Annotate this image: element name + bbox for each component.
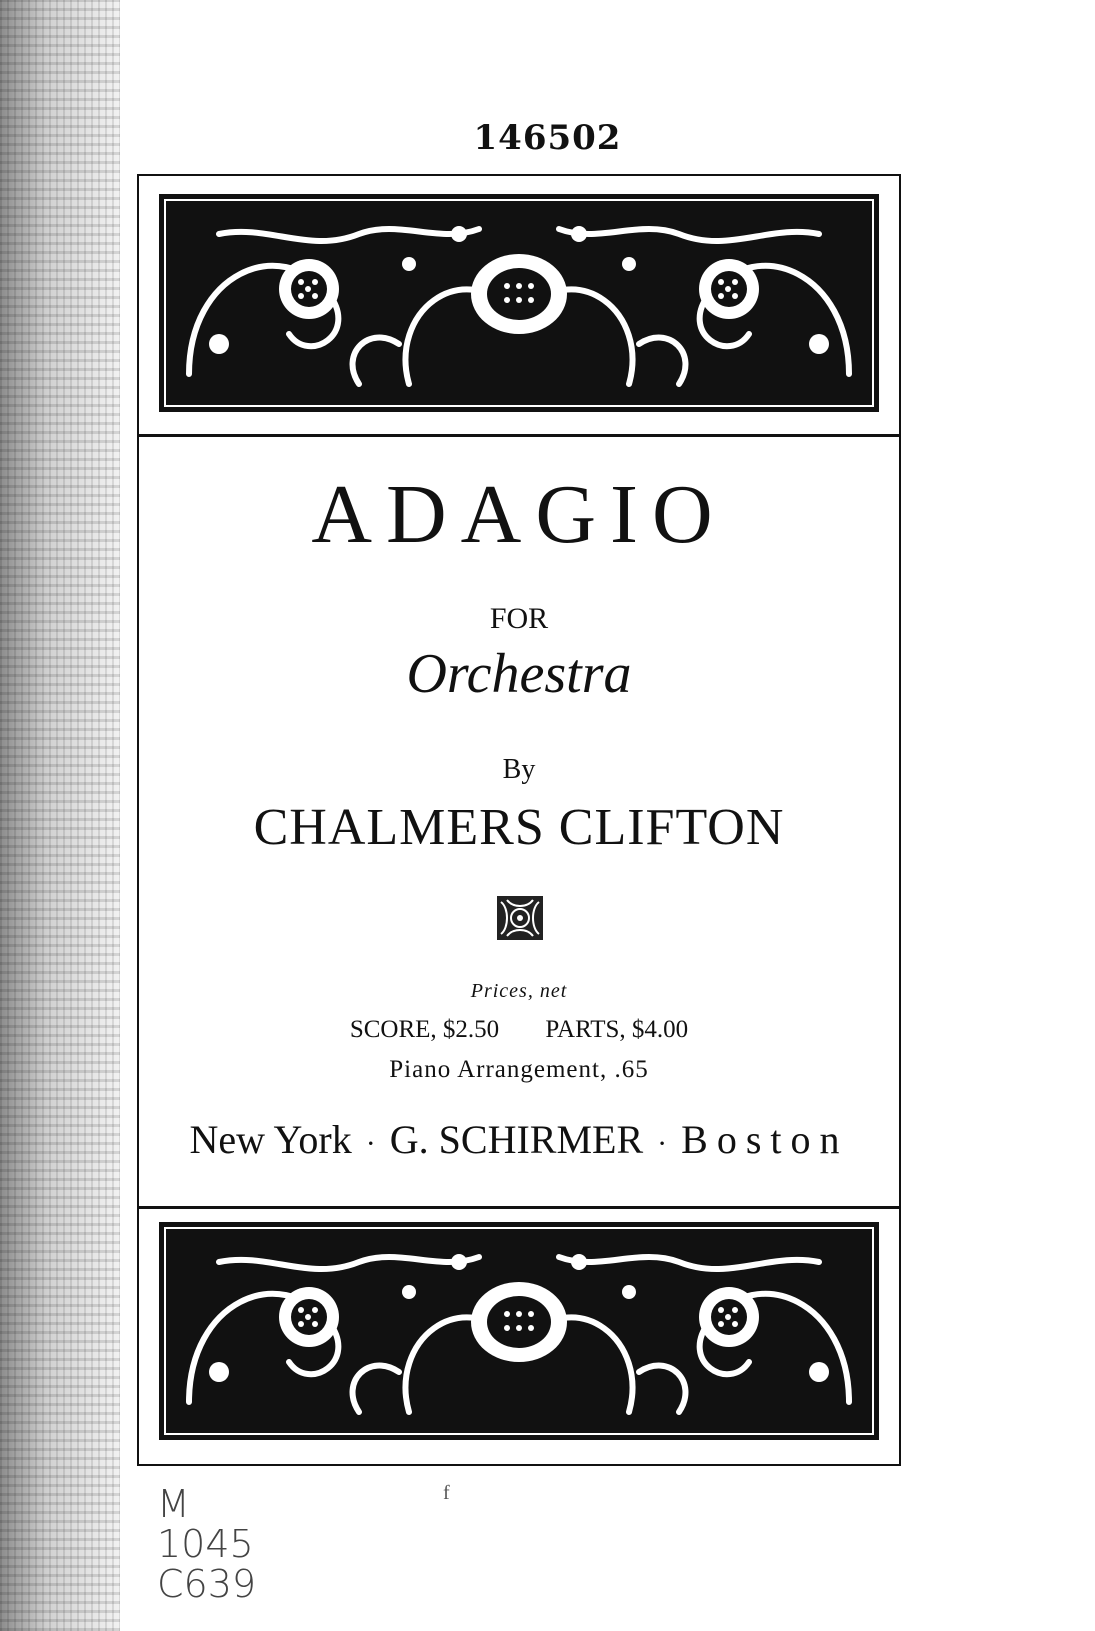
prices-row [139,1016,899,1044]
divider-rule-top [139,434,899,437]
instrumentation: Orchestra [406,643,632,705]
composer-name: CHALMERS CLIFTON [253,799,785,856]
imprint-publisher: G. SCHIRMER [389,1117,644,1162]
for-label: FOR [489,602,549,635]
call-number-line-3: C639 [157,1562,257,1606]
cover-frame [137,174,901,1466]
fleuron-icon [497,896,543,940]
piano-price: Piano Arrangement, .65 [389,1056,649,1083]
library-call-number [157,1484,256,1604]
imprint-separator-left: · [365,1126,376,1160]
imprint-city-right: Boston [681,1117,849,1162]
catalog-number: 146502 [473,118,622,158]
ornament-top-icon [159,194,879,412]
ornament-bottom-icon [159,1222,879,1440]
imprint-separator-right: · [657,1126,668,1160]
stray-mark: f [443,1482,450,1504]
prices-label: Prices, net [470,980,568,1002]
call-number-line-2: 1045 [157,1522,254,1566]
call-number-line-1: M [157,1482,190,1526]
parts-price: PARTS, $4.00 [545,1016,689,1043]
score-price: SCORE, $2.50 [349,1016,500,1043]
imprint-city-left: New York [189,1117,352,1162]
by-label: By [502,754,536,785]
divider-rule-bottom [139,1206,899,1209]
work-title: ADAGIO [311,468,727,561]
publisher-imprint [139,1116,899,1163]
scanned-page-edge [0,0,120,1631]
